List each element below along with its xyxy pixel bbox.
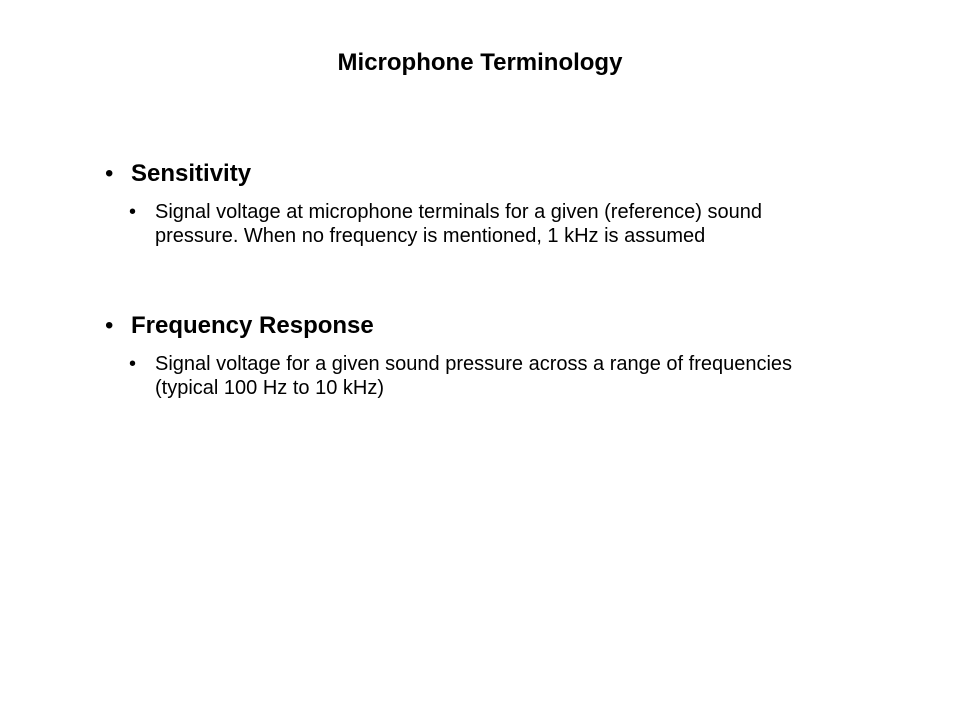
slide-title: Microphone Terminology [337,49,623,76]
topic-sensitivity [105,158,865,248]
bullet-icon: • [105,312,114,339]
sub-bullet-icon: • [129,353,137,375]
bullet-icon: • [105,160,114,187]
topic-detail: Signal voltage for a given sound pressure across a range of frequencies (typical 100 Hz to 10 kHz) [155,353,793,399]
topic-frequency-response [105,310,865,400]
topic-detail-row [129,352,865,400]
topic-heading: Sensitivity [131,160,252,187]
topic-detail: Signal voltage at microphone terminals for a given (reference) sound pressure. When no frequency is mentioned, 1 kHz is assumed [155,201,762,247]
topic-heading: Frequency Response [131,312,374,339]
topic-heading-row [105,158,865,190]
bullet-list [105,158,865,462]
sub-bullet-icon: • [129,201,137,223]
topic-detail-row [129,200,865,248]
topic-heading-row [105,310,865,342]
